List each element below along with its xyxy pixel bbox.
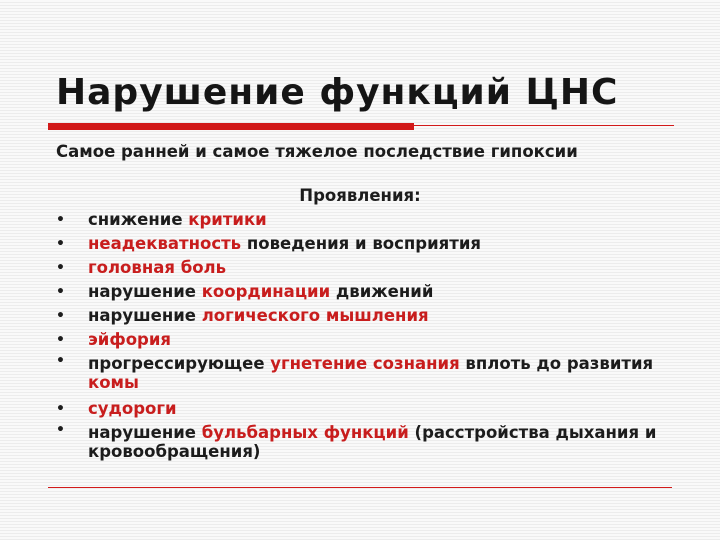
list-item: • эйфория xyxy=(88,328,688,352)
footer-divider xyxy=(48,487,672,488)
list-item: • головная боль xyxy=(88,256,688,280)
list-item: • нарушение логического мышления xyxy=(88,304,688,328)
list-item: • неадекватность поведения и восприятия xyxy=(88,232,688,256)
list-heading: Проявления: xyxy=(299,186,421,205)
list-item: • судороги xyxy=(88,397,688,421)
symptom-list xyxy=(88,208,688,466)
slide-title: Нарушение функций ЦНС xyxy=(56,72,619,113)
title-accent-bar xyxy=(48,123,414,130)
list-item: • нарушение бульбарных функций (расстройства дыхания и кровообращения) xyxy=(88,421,688,466)
list-item: • нарушение координации движений xyxy=(88,280,688,304)
slide-subtitle: Самое ранней и самое тяжелое последствие гипоксии xyxy=(56,142,578,161)
title-underline xyxy=(414,125,674,126)
list-item: • прогрессирующее угнетение сознания вплоть до развития комы xyxy=(88,352,688,397)
list-item: • снижение критики xyxy=(88,208,688,232)
